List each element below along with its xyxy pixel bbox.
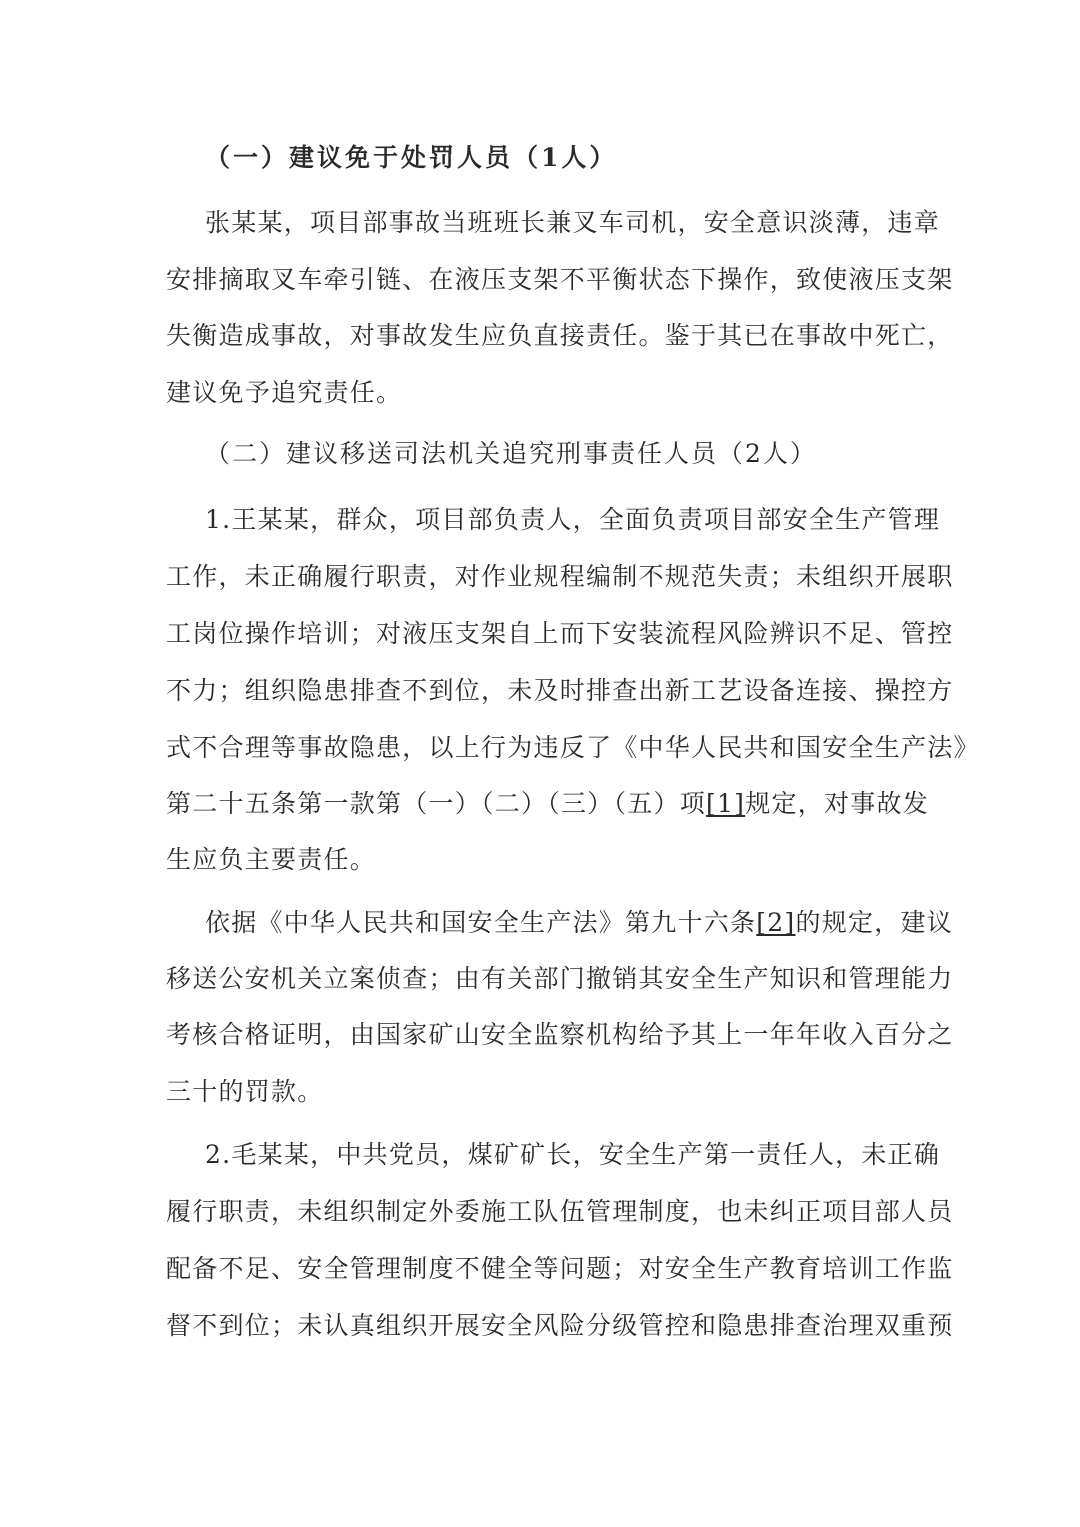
paragraph-line: 督不到位；未认真组织开展安全风险分级管控和隐患排查治理双重预	[166, 1311, 954, 1340]
paragraph-line: 建议免予追究责任。	[166, 378, 403, 407]
paragraph-line: 安排摘取叉车牵引链、在液压支架不平衡状态下操作，致使液压支架	[166, 265, 954, 294]
line-text: 依据《中华人民共和国安全生产法》第九十六条	[205, 908, 757, 937]
section-heading-exempt: （一）建议免于处罚人员（1人）	[205, 143, 618, 172]
paragraph-line: 1.王某某，群众，项目部负责人，全面负责项目部安全生产管理	[205, 505, 941, 534]
paragraph-line: 三十的罚款。	[166, 1077, 324, 1106]
paragraph-line: 不力；组织隐患排查不到位，未及时排查出新工艺设备连接、操控方	[166, 676, 954, 705]
line-text: 的规定，建议	[795, 908, 953, 937]
line-text: 规定，对事故发	[745, 789, 929, 818]
footnote-link-2[interactable]: [2]	[756, 908, 796, 937]
paragraph-line: 式不合理等事故隐患，以上行为违反了《中华人民共和国安全生产法》	[166, 733, 980, 762]
footnote-link-1[interactable]: [1]	[706, 789, 746, 818]
paragraph-line: 张某某，项目部事故当班班长兼叉车司机，安全意识淡薄，违章	[205, 208, 941, 237]
paragraph-line: 生应负主要责任。	[166, 845, 377, 874]
paragraph-line: 履行职责，未组织制定外委施工队伍管理制度，也未纠正项目部人员	[166, 1197, 954, 1226]
paragraph-line: 失衡造成事故，对事故发生应负直接责任。鉴于其已在事故中死亡，	[166, 321, 954, 350]
paragraph-line: 配备不足、安全管理制度不健全等问题；对安全生产教育培训工作监	[166, 1254, 954, 1283]
line-text: 第二十五条第一款第（一）（二）（三）（五）项	[166, 789, 707, 818]
paragraph-line	[205, 903, 953, 943]
paragraph-line: 考核合格证明，由国家矿山安全监察机构给予其上一年年收入百分之	[166, 1020, 954, 1049]
paragraph-line: 2.毛某某，中共党员，煤矿矿长，安全生产第一责任人，未正确	[205, 1140, 941, 1169]
paragraph-line	[166, 784, 929, 824]
paragraph-line: 工作，未正确履行职责，对作业规程编制不规范失责；未组织开展职	[166, 562, 954, 591]
paragraph-line: 移送公安机关立案侦查；由有关部门撤销其安全生产知识和管理能力	[166, 964, 954, 993]
paragraph-line: 工岗位操作培训；对液压支架自上而下安装流程风险辨识不足、管控	[166, 619, 954, 648]
section-heading-judicial: （二）建议移送司法机关追究刑事责任人员（2人）	[205, 439, 817, 468]
